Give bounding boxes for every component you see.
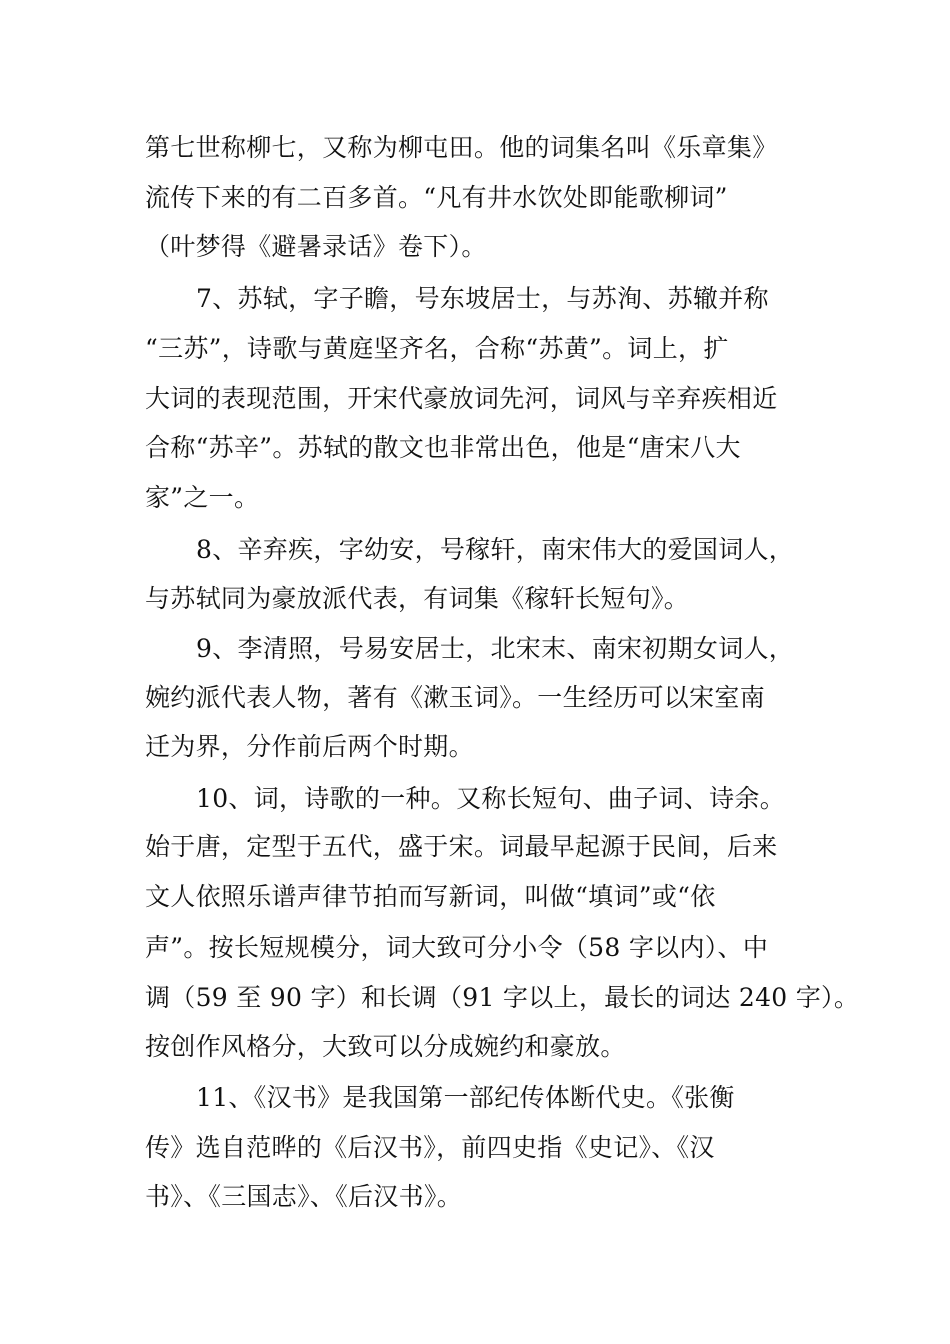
text-line: 调（59 至 90 字）和长调（91 字以上，最长的词达 240 字）。	[145, 983, 860, 1012]
text-line: 文人依照乐谱声律节拍而写新词，叫做“填词”或“依	[145, 882, 716, 911]
text-line: 按创作风格分，大致可以分成婉约和豪放。	[145, 1032, 626, 1061]
text-line: 声”。按长短规模分，词大致可分小令（58 字以内）、中	[145, 933, 769, 962]
paragraph-start-line: 10、词，诗歌的一种。又称长短句、曲子词、诗余。	[196, 784, 786, 813]
text-line: 婉约派代表人物，著有《漱玉词》。一生经历可以宋室南	[145, 683, 766, 712]
paragraph-start-line: 11、《汉书》是我国第一部纪传体断代史。《张衡	[196, 1083, 735, 1112]
text-line: 家”之一。	[145, 483, 260, 512]
text-line: 第七世称柳七，又称为柳屯田。他的词集名叫《乐章集》	[145, 133, 778, 162]
text-line: 大词的表现范围，开宋代豪放词先河，词风与辛弃疾相近	[145, 384, 778, 413]
paragraph-start-line: 8、辛弃疾，字幼安，号稼轩，南宋伟大的爱国词人，	[196, 535, 795, 564]
text-line: “三苏”，诗歌与黄庭坚齐名，合称“苏黄”。词上，扩	[145, 334, 729, 363]
text-line: （叶梦得《避暑录话》卷下）。	[145, 232, 487, 261]
text-line: 流传下来的有二百多首。“凡有井水饮处即能歌柳词”	[145, 183, 728, 212]
paragraph-start-line: 7、苏轼，字子瞻，号东坡居士，与苏洵、苏辙并称	[196, 284, 769, 313]
text-line: 传》选自范晔的《后汉书》，前四史指《史记》、《汉	[145, 1133, 715, 1162]
text-line: 书》、《三国志》、《后汉书》。	[145, 1182, 463, 1211]
paragraph-start-line: 9、李清照，号易安居士，北宋末、南宋初期女词人，	[196, 634, 795, 663]
text-line: 合称“苏辛”。苏轼的散文也非常出色，他是“唐宋八大	[145, 433, 741, 462]
text-line: 与苏轼同为豪放派代表，有词集《稼轩长短句》。	[145, 584, 690, 613]
text-line: 迁为界，分作前后两个时期。	[145, 732, 474, 761]
text-line: 始于唐，定型于五代，盛于宋。词最早起源于民间，后来	[145, 832, 778, 861]
